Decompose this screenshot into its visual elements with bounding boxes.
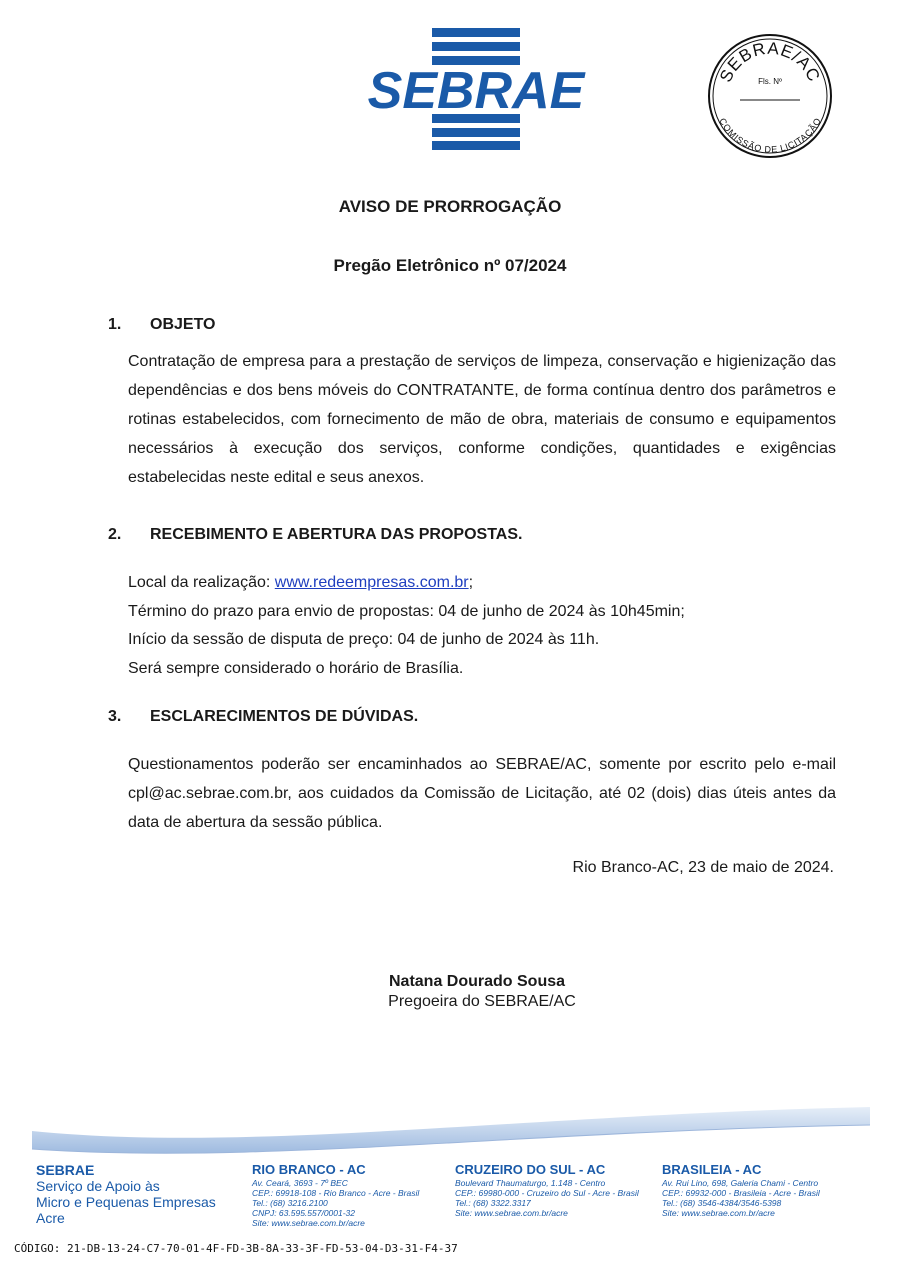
sebrae-logo — [362, 28, 590, 150]
office-line: Tel.: (68) 3216.2100 — [252, 1198, 328, 1208]
footer-office-cruzeiro-do-sul — [455, 1162, 639, 1218]
timezone-line: Será sempre considerado o horário de Brasília. — [128, 660, 464, 677]
document-subtitle: Pregão Eletrônico nº 07/2024 — [333, 256, 567, 275]
section-1-number: 1. — [108, 316, 122, 333]
office-line: CEP.: 69980-000 - Cruzeiro do Sul - Acre - Brasil — [455, 1188, 639, 1198]
dateline: Rio Branco-AC, 23 de maio de 2024. — [572, 859, 834, 876]
office-line: Av. Rui Lino, 698, Galeria Chami - Centro — [662, 1178, 819, 1188]
footer-sebrae-line: Micro e Pequenas Empresas — [36, 1194, 216, 1210]
office-line: Site: www.sebrae.com.br/acre — [252, 1218, 365, 1228]
footer-sebrae — [36, 1162, 216, 1226]
office-line: Site: www.sebrae.com.br/acre — [662, 1208, 775, 1218]
office-line: Site: www.sebrae.com.br/acre — [455, 1208, 568, 1218]
signatory-role: Pregoeira do SEBRAE/AC — [388, 993, 576, 1010]
office-title: CRUZEIRO DO SUL - AC — [455, 1162, 606, 1177]
section-3-text: Questionamentos poderão ser encaminhados ao SEBRAE/AC, somente por escrito pelo e-mail cpl@ac.sebrae.com.br, aos cuidados da Comissão de Licitação, até 02 (dois) dias úteis antes da data de abertura da sessão pública. — [128, 756, 836, 831]
footer-office-rio-branco — [252, 1162, 419, 1228]
local-suffix: ; — [468, 574, 474, 591]
section-2-title: RECEBIMENTO E ABERTURA DAS PROPOSTAS. — [150, 526, 523, 543]
logo-text: SEBRAE — [367, 62, 585, 120]
section-1-text: Contratação de empresa para a prestação de serviços de limpeza, conservação e higienização das dependências e dos bens móveis do CONTRATANTE, de forma contínua dentro dos parâmetros e rotinas estabelecidos, com fornecimento de mão de obra, materiais de consumo e equipamentos necessários à execução dos serviços, conforme condições, quantidades e exigências estabelecidas neste edital e seus anexos. — [128, 353, 836, 486]
local-link[interactable]: www.redeempresas.com.br — [274, 574, 469, 591]
office-title: RIO BRANCO - AC — [252, 1162, 366, 1177]
commission-stamp — [706, 32, 834, 160]
deadline-line: Término do prazo para envio de propostas: 04 de junho de 2024 às 10h45min; — [128, 603, 685, 620]
footer-wave — [0, 1095, 900, 1165]
footer-office-brasileia — [662, 1162, 820, 1218]
signatory-name: Natana Dourado Sousa — [388, 973, 566, 990]
stamp-fls-label: Fls. Nº — [758, 77, 782, 86]
footer-sebrae-line: Serviço de Apoio às — [36, 1178, 160, 1194]
office-line: Boulevard Thaumaturgo, 1.148 - Centro — [455, 1178, 606, 1188]
section-3-number: 3. — [108, 708, 122, 725]
document-title: AVISO DE PRORROGAÇÃO — [338, 197, 562, 216]
section-3-title: ESCLARECIMENTOS DE DÚVIDAS. — [150, 708, 419, 725]
office-line: Tel.: (68) 3322.3317 — [455, 1198, 531, 1208]
section-2-number: 2. — [108, 526, 122, 543]
stamp-bottom-text: COMISSÃO DE LICITAÇÃO — [717, 116, 823, 155]
office-line: CNPJ: 63.595.557/0001-32 — [252, 1208, 356, 1218]
office-line: CEP.: 69918-108 - Rio Branco - Acre - Brasil — [252, 1188, 420, 1198]
footer-sebrae-title: SEBRAE — [36, 1162, 95, 1178]
office-line: CEP.: 69932-000 - Brasileia - Acre - Brasil — [662, 1188, 820, 1198]
document-code: CÓDIGO: 21-DB-13-24-C7-70-01-4F-FD-3B-8A-33-3F-FD-53-04-D3-31-F4-37 — [14, 1242, 458, 1255]
office-line: Av. Ceará, 3693 - 7º BEC — [252, 1178, 348, 1188]
office-title: BRASILEIA - AC — [662, 1162, 762, 1177]
section-1-title: OBJETO — [150, 316, 216, 333]
footer-sebrae-line: Acre — [36, 1210, 65, 1226]
local-line — [128, 574, 473, 592]
stamp-top-text: SEBRAE/AC — [715, 38, 825, 86]
office-line: Tel.: (68) 3546-4384/3546-5398 — [662, 1198, 782, 1208]
session-start-line: Início da sessão de disputa de preço: 04 de junho de 2024 às 11h. — [128, 631, 600, 648]
local-label: Local da realização: — [128, 574, 275, 591]
